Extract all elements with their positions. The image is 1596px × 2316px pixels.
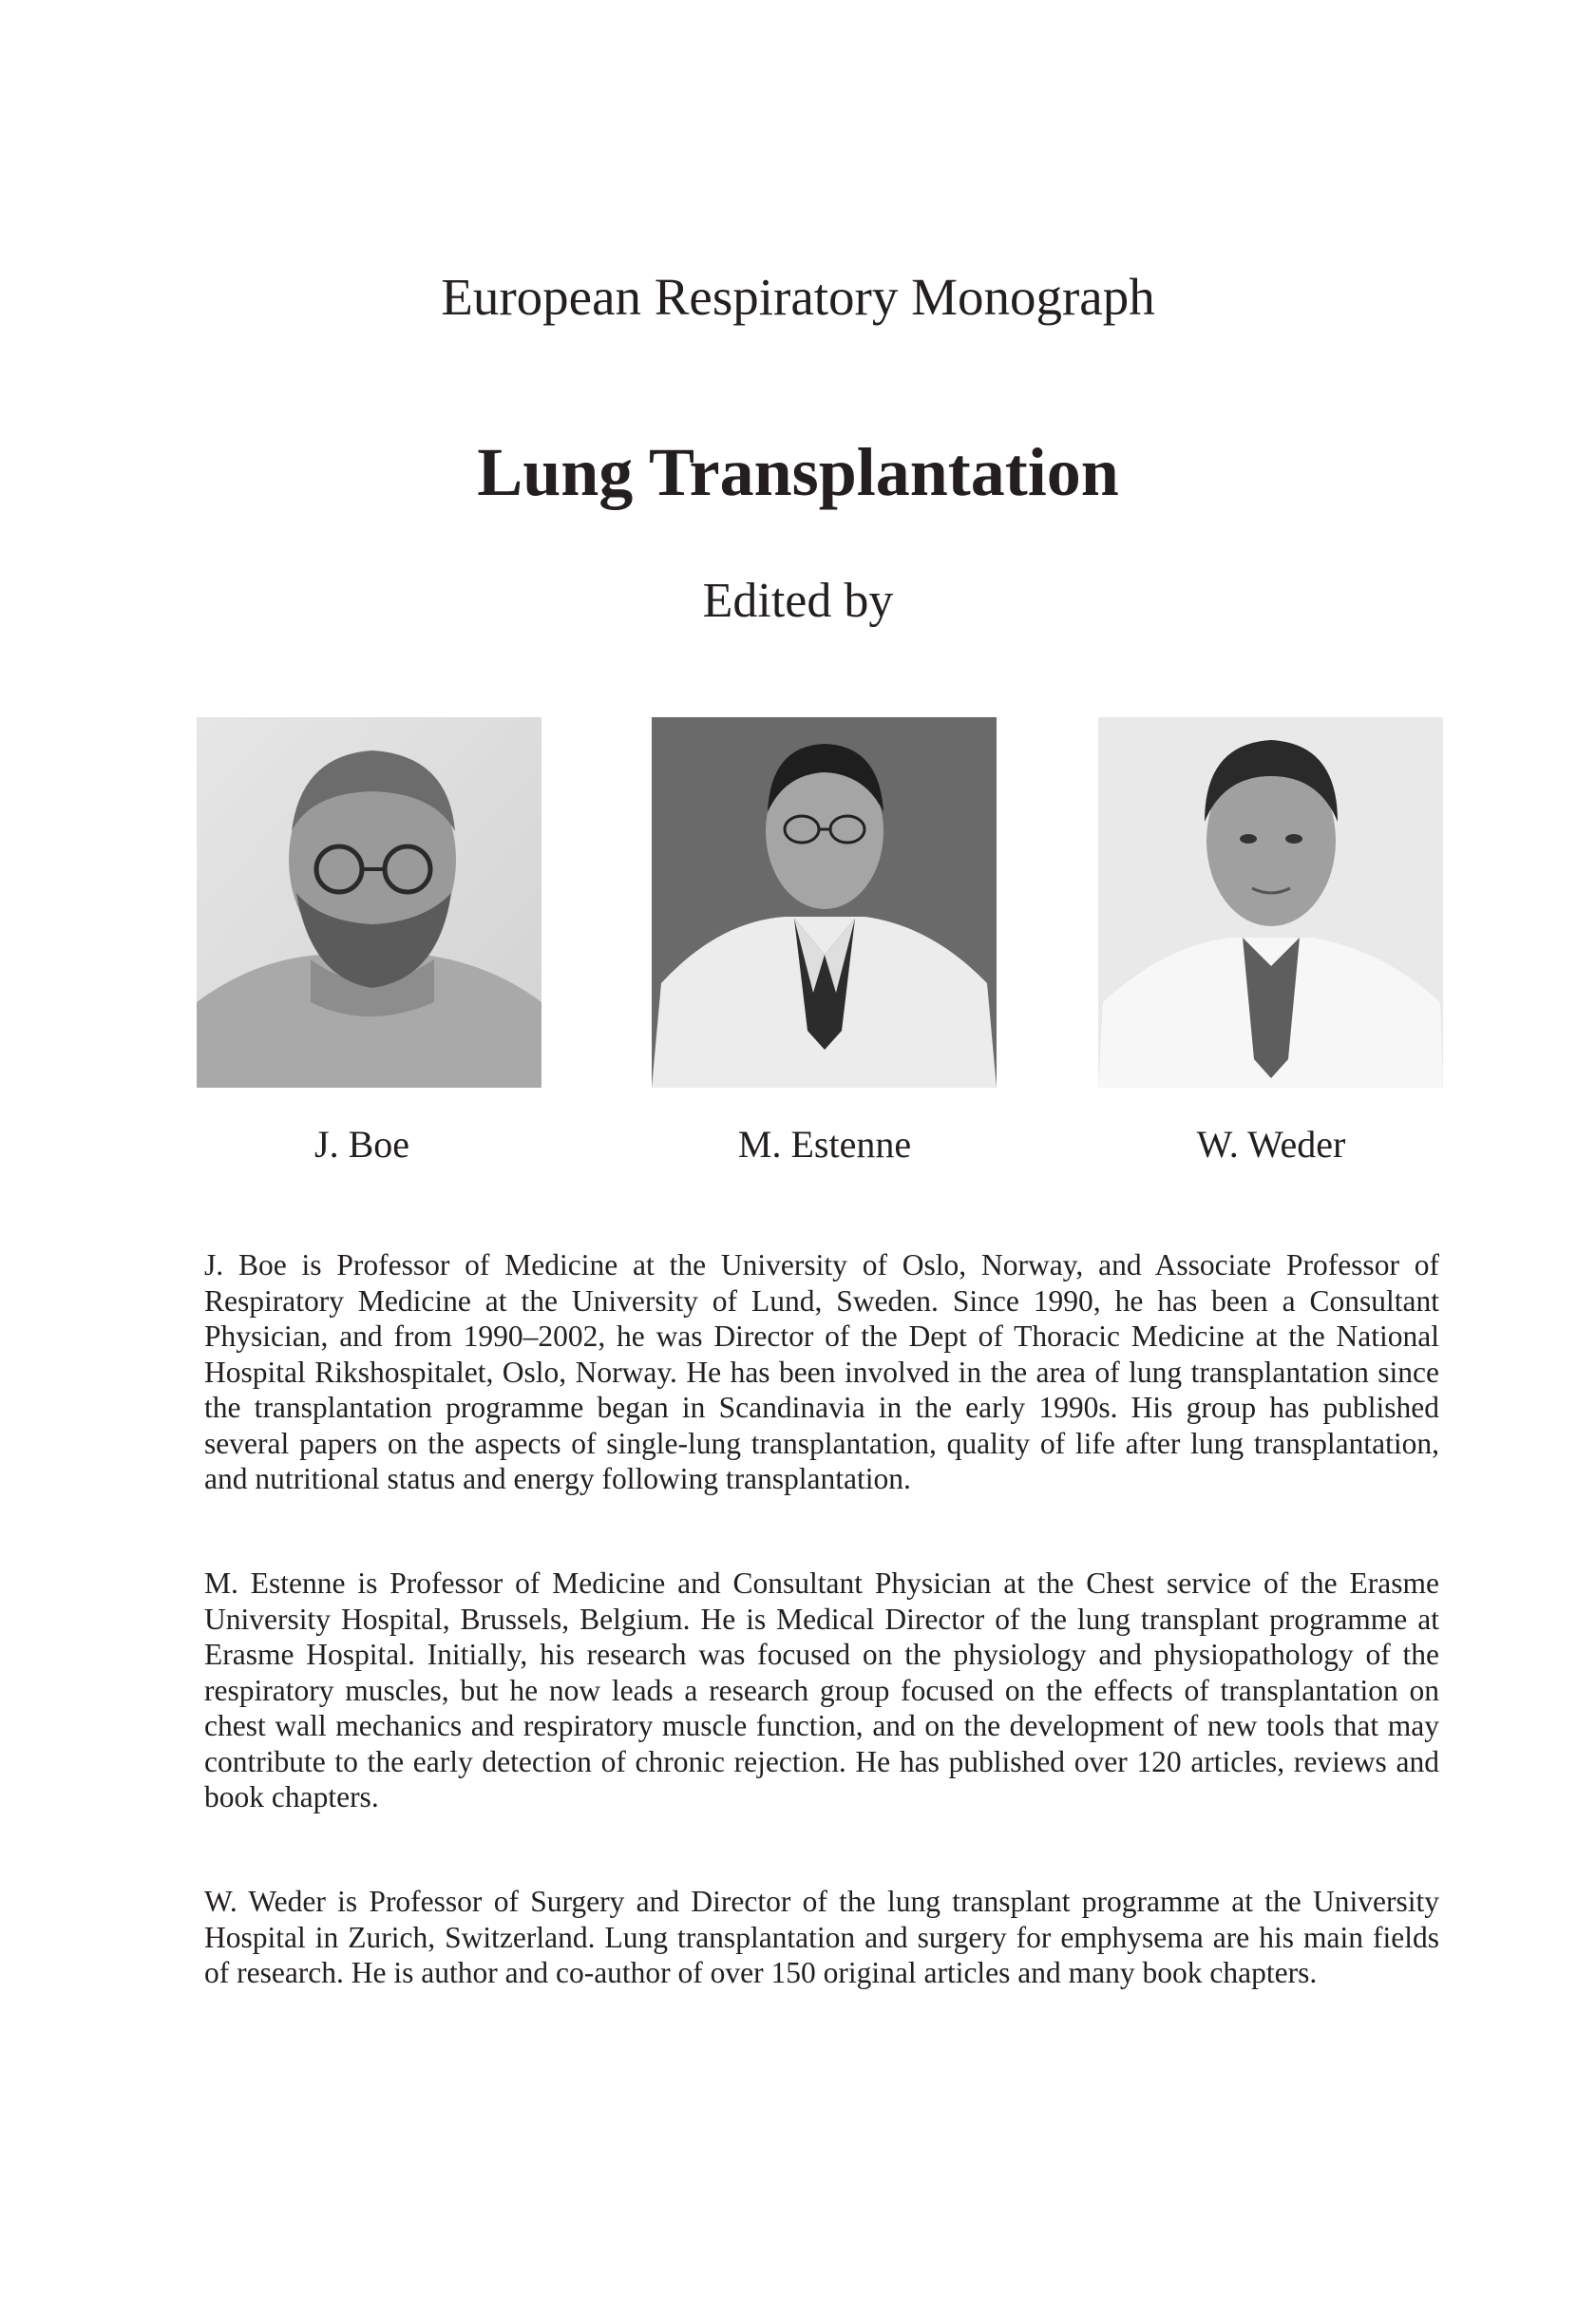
editor-bio: J. Boe is Professor of Medicine at the University of Oslo, Norway, and Associate Professor of Respiratory Medicine at the University of Lund, Sweden. Since 1990, he has been a Consultant Physician, and from 1990–2002, he was Director of the Dept of Thoracic Medicine at the National Hospital Rikshospitalet, Oslo, Norway. He has been involved in the area of lung transplantation since the transplantation programme began in Scandinavia in the early 1990s. His group has published several papers on the aspects of single-lung transplantation, quality of life after lung transplantation, and nutritional status and energy following transplantation. [204,1248,1439,1495]
editor-name: J. Boe [314,1123,409,1166]
editor-bio: W. Weder is Professor of Surgery and Director of the lung transplant programme at the University Hospital in Zurich, Switzerland. Lung transplantation and surgery for emphysema are his main fields of research. He is author and co-author of over 150 original articles and many book chapters. [204,1885,1439,1989]
portrait-photo-boe [197,717,542,1088]
portrait-photo-estenne [652,717,997,1088]
editor-name: W. Weder [1196,1123,1346,1166]
editor-name: M. Estenne [737,1123,912,1166]
editor-bio: M. Estenne is Professor of Medicine and Consultant Physician at the Chest service of the Erasme University Hospital, Brussels, Belgium. He is Medical Director of the lung transplant programme at Erasme Hospital. Initially, his research was focused on the physiology and physiopathology of the respiratory muscles, but he now leads a research group focused on the effects of transplantation on chest wall mechanics and respiratory muscle function, and on the development of new tools that may contribute to the early detection of chronic rejection. He has published over 120 articles, reviews and book chapters. [204,1566,1439,1813]
series-title: European Respiratory Monograph [441,268,1155,326]
portrait-photo-weder [1098,717,1443,1088]
edited-by-heading: Edited by [702,574,894,628]
book-title: Lung Transplantation [477,434,1119,510]
